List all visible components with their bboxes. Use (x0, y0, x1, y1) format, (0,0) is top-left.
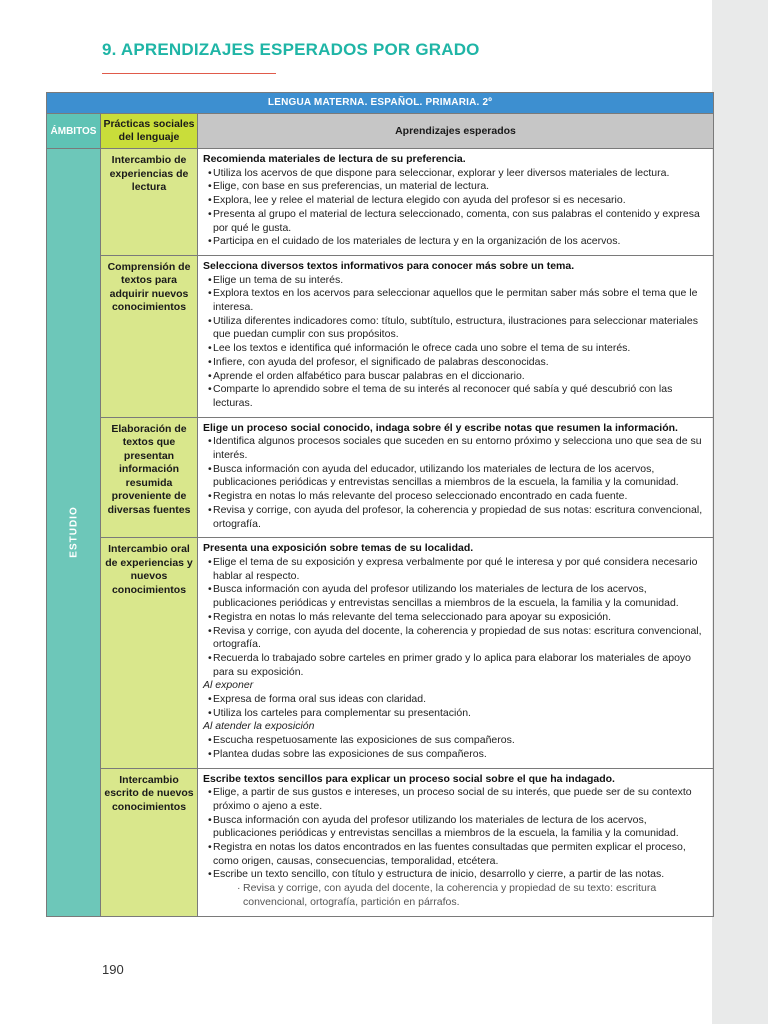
list-item: • Elige un tema de su interés. (203, 274, 709, 288)
list-item: • Explora textos en los acervos para seleccionar aquellos que le permitan saber más sobre el tema que le interesa. (203, 287, 709, 314)
header-ambitos: ÁMBITOS (47, 114, 100, 148)
list-item: • Busca información con ayuda del educador, utilizando los materiales de lectura de los acervos, publicaciones periódicas y entrevistas sencillas a miembros de la escuela, la familia y la comunidad. (203, 463, 709, 490)
aprendizaje-title: Elige un proceso social conocido, indaga sobre él y escribe notas que resumen la información. (203, 421, 678, 434)
list-item: • Utiliza diferentes indicadores como: título, subtítulo, estructura, ilustraciones para seleccionar materiales que puedan cumplir con sus propósitos. (203, 315, 709, 342)
list-item: • Revisa y corrige, con ayuda del profesor, la coherencia y propiedad de sus notas: escritura convencional, ortografía. (203, 504, 709, 531)
table-banner: LENGUA MATERNA. ESPAÑOL. PRIMARIA. 2º (47, 93, 713, 113)
list-item: • Infiere, con ayuda del profesor, el significado de palabras desconocidas. (203, 356, 709, 370)
list-item: • Expresa de forma oral sus ideas con claridad. (203, 693, 709, 707)
practica-cell: Intercambio escrito de nuevos conocimientos (100, 769, 197, 916)
page-heading: 9. APRENDIZAJES ESPERADOS POR GRADO (102, 40, 480, 59)
list-item: • Registra en notas los datos encontrados en las fuentes consultadas que permiten explicar el proceso, como origen, causas, consecuencias, temporalidad, etcétera. (203, 841, 709, 868)
header-aprendizajes: Aprendizajes esperados (197, 114, 713, 148)
table-row (100, 537, 713, 767)
ambito-column (47, 149, 100, 916)
list-item: · Revisa y corrige, con ayuda del docente, la coherencia y propiedad de su texto: escritura convencional, ortografía, partición en párrafos. (203, 882, 709, 909)
list-item: • Elige, con base en sus preferencias, un material de lectura. (203, 180, 709, 194)
heading-underline (102, 73, 276, 74)
list-item: • Plantea dudas sobre las exposiciones de sus compañeros. (203, 748, 709, 762)
list-item: • Elige, a partir de sus gustos e intereses, un proceso social de su interés, que puede ser de su contexto próximo o ajeno a este. (203, 786, 709, 813)
list-item: • Presenta al grupo el material de lectura seleccionado, comenta, con sus palabras el contenido y expresa por qué le gusta. (203, 208, 709, 235)
aprendizaje-title: Presenta una exposición sobre temas de su localidad. (203, 542, 474, 555)
table-row (100, 255, 713, 417)
practica-cell: Comprensión de textos para adquirir nuevos conocimientos (100, 256, 197, 417)
list-item: • Escucha respetuosamente las exposiciones de sus compañeros. (203, 734, 709, 748)
table-rows (100, 149, 713, 916)
header-practicas: Prácticas sociales del lenguaje (100, 114, 197, 148)
practica-cell: Intercambio de experiencias de lectura (100, 149, 197, 255)
page-number: 190 (102, 962, 124, 977)
list-item: • Revisa y corrige, con ayuda del docente, la coherencia y propiedad de sus notas: escritura convencional, ortografía. (203, 625, 709, 652)
aprendizaje-title: Escribe textos sencillos para explicar un proceso social sobre el que ha indagado. (203, 772, 615, 785)
list-item: • Aprende el orden alfabético para buscar palabras en el diccionario. (203, 370, 709, 384)
subsection-title: Al exponer (203, 679, 254, 692)
ambito-label: ESTUDIO (68, 506, 79, 559)
aprendizaje-title: Recomienda materiales de lectura de su preferencia. (203, 153, 466, 165)
list-item: • Registra en notas lo más relevante del proceso seleccionado encontrado en cada fuente. (203, 490, 709, 504)
list-item: • Lee los textos e identifica qué información le ofrece cada uno sobre el tema de su interés. (203, 342, 709, 356)
aprendizajes-cell (197, 256, 713, 417)
list-item: • Busca información con ayuda del profesor utilizando los materiales de lectura de los acervos, publicaciones periódicas y entrevistas sencillas a miembros de la escuela, la familia y la comunidad. (203, 583, 709, 610)
aprendizajes-cell (197, 538, 713, 767)
table-row (100, 768, 713, 916)
list-item: • Utiliza los carteles para complementar su presentación. (203, 707, 709, 721)
aprendizajes-cell (197, 418, 713, 538)
table-body (47, 148, 713, 916)
aprendizajes-cell (197, 769, 713, 916)
list-item: • Busca información con ayuda del profesor utilizando los materiales de lectura de los acervos, publicaciones periódicas y entrevistas sencillas a miembros de la escuela, la familia y la comunidad. (203, 814, 709, 841)
aprendizajes-cell (197, 149, 713, 255)
table-row (100, 417, 713, 538)
side-margin-strip (712, 0, 768, 1024)
list-item: • Escribe un texto sencillo, con título y estructura de inicio, desarrollo y cierre, a partir de las notas. (203, 868, 709, 882)
table-row (100, 149, 713, 255)
practica-cell: Intercambio oral de experiencias y nuevos conocimientos (100, 538, 197, 767)
list-item: • Elige el tema de su exposición y expresa verbalmente por qué le interesa y por qué considera necesario hablar al respecto. (203, 556, 709, 583)
list-item: • Comparte lo aprendido sobre el tema de su interés al reconocer qué sabía y qué descubrió con las lecturas. (203, 383, 709, 410)
list-item: • Recuerda lo trabajado sobre carteles en primer grado y lo aplica para elaborar los materiales de apoyo para su exposición. (203, 652, 709, 679)
list-item: • Utiliza los acervos de que dispone para seleccionar, explorar y leer diversos materiales de lectura. (203, 167, 709, 181)
table-header-row (47, 113, 713, 148)
list-item: • Identifica algunos procesos sociales que suceden en su entorno próximo y selecciona uno que sea de su interés. (203, 435, 709, 462)
list-item: • Registra en notas lo más relevante del tema seleccionado para apoyar su exposición. (203, 611, 709, 625)
practica-cell: Elaboración de textos que presentan información resumida proveniente de diversas fuentes (100, 418, 197, 538)
list-item: • Participa en el cuidado de los materiales de lectura y en la organización de los acervos. (203, 235, 709, 249)
subsection-title: Al atender la exposición (203, 720, 315, 733)
list-item: • Explora, lee y relee el material de lectura elegido con ayuda del profesor si es necesario. (203, 194, 709, 208)
aprendizaje-title: Selecciona diversos textos informativos para conocer más sobre un tema. (203, 259, 575, 272)
learning-table (46, 92, 714, 917)
